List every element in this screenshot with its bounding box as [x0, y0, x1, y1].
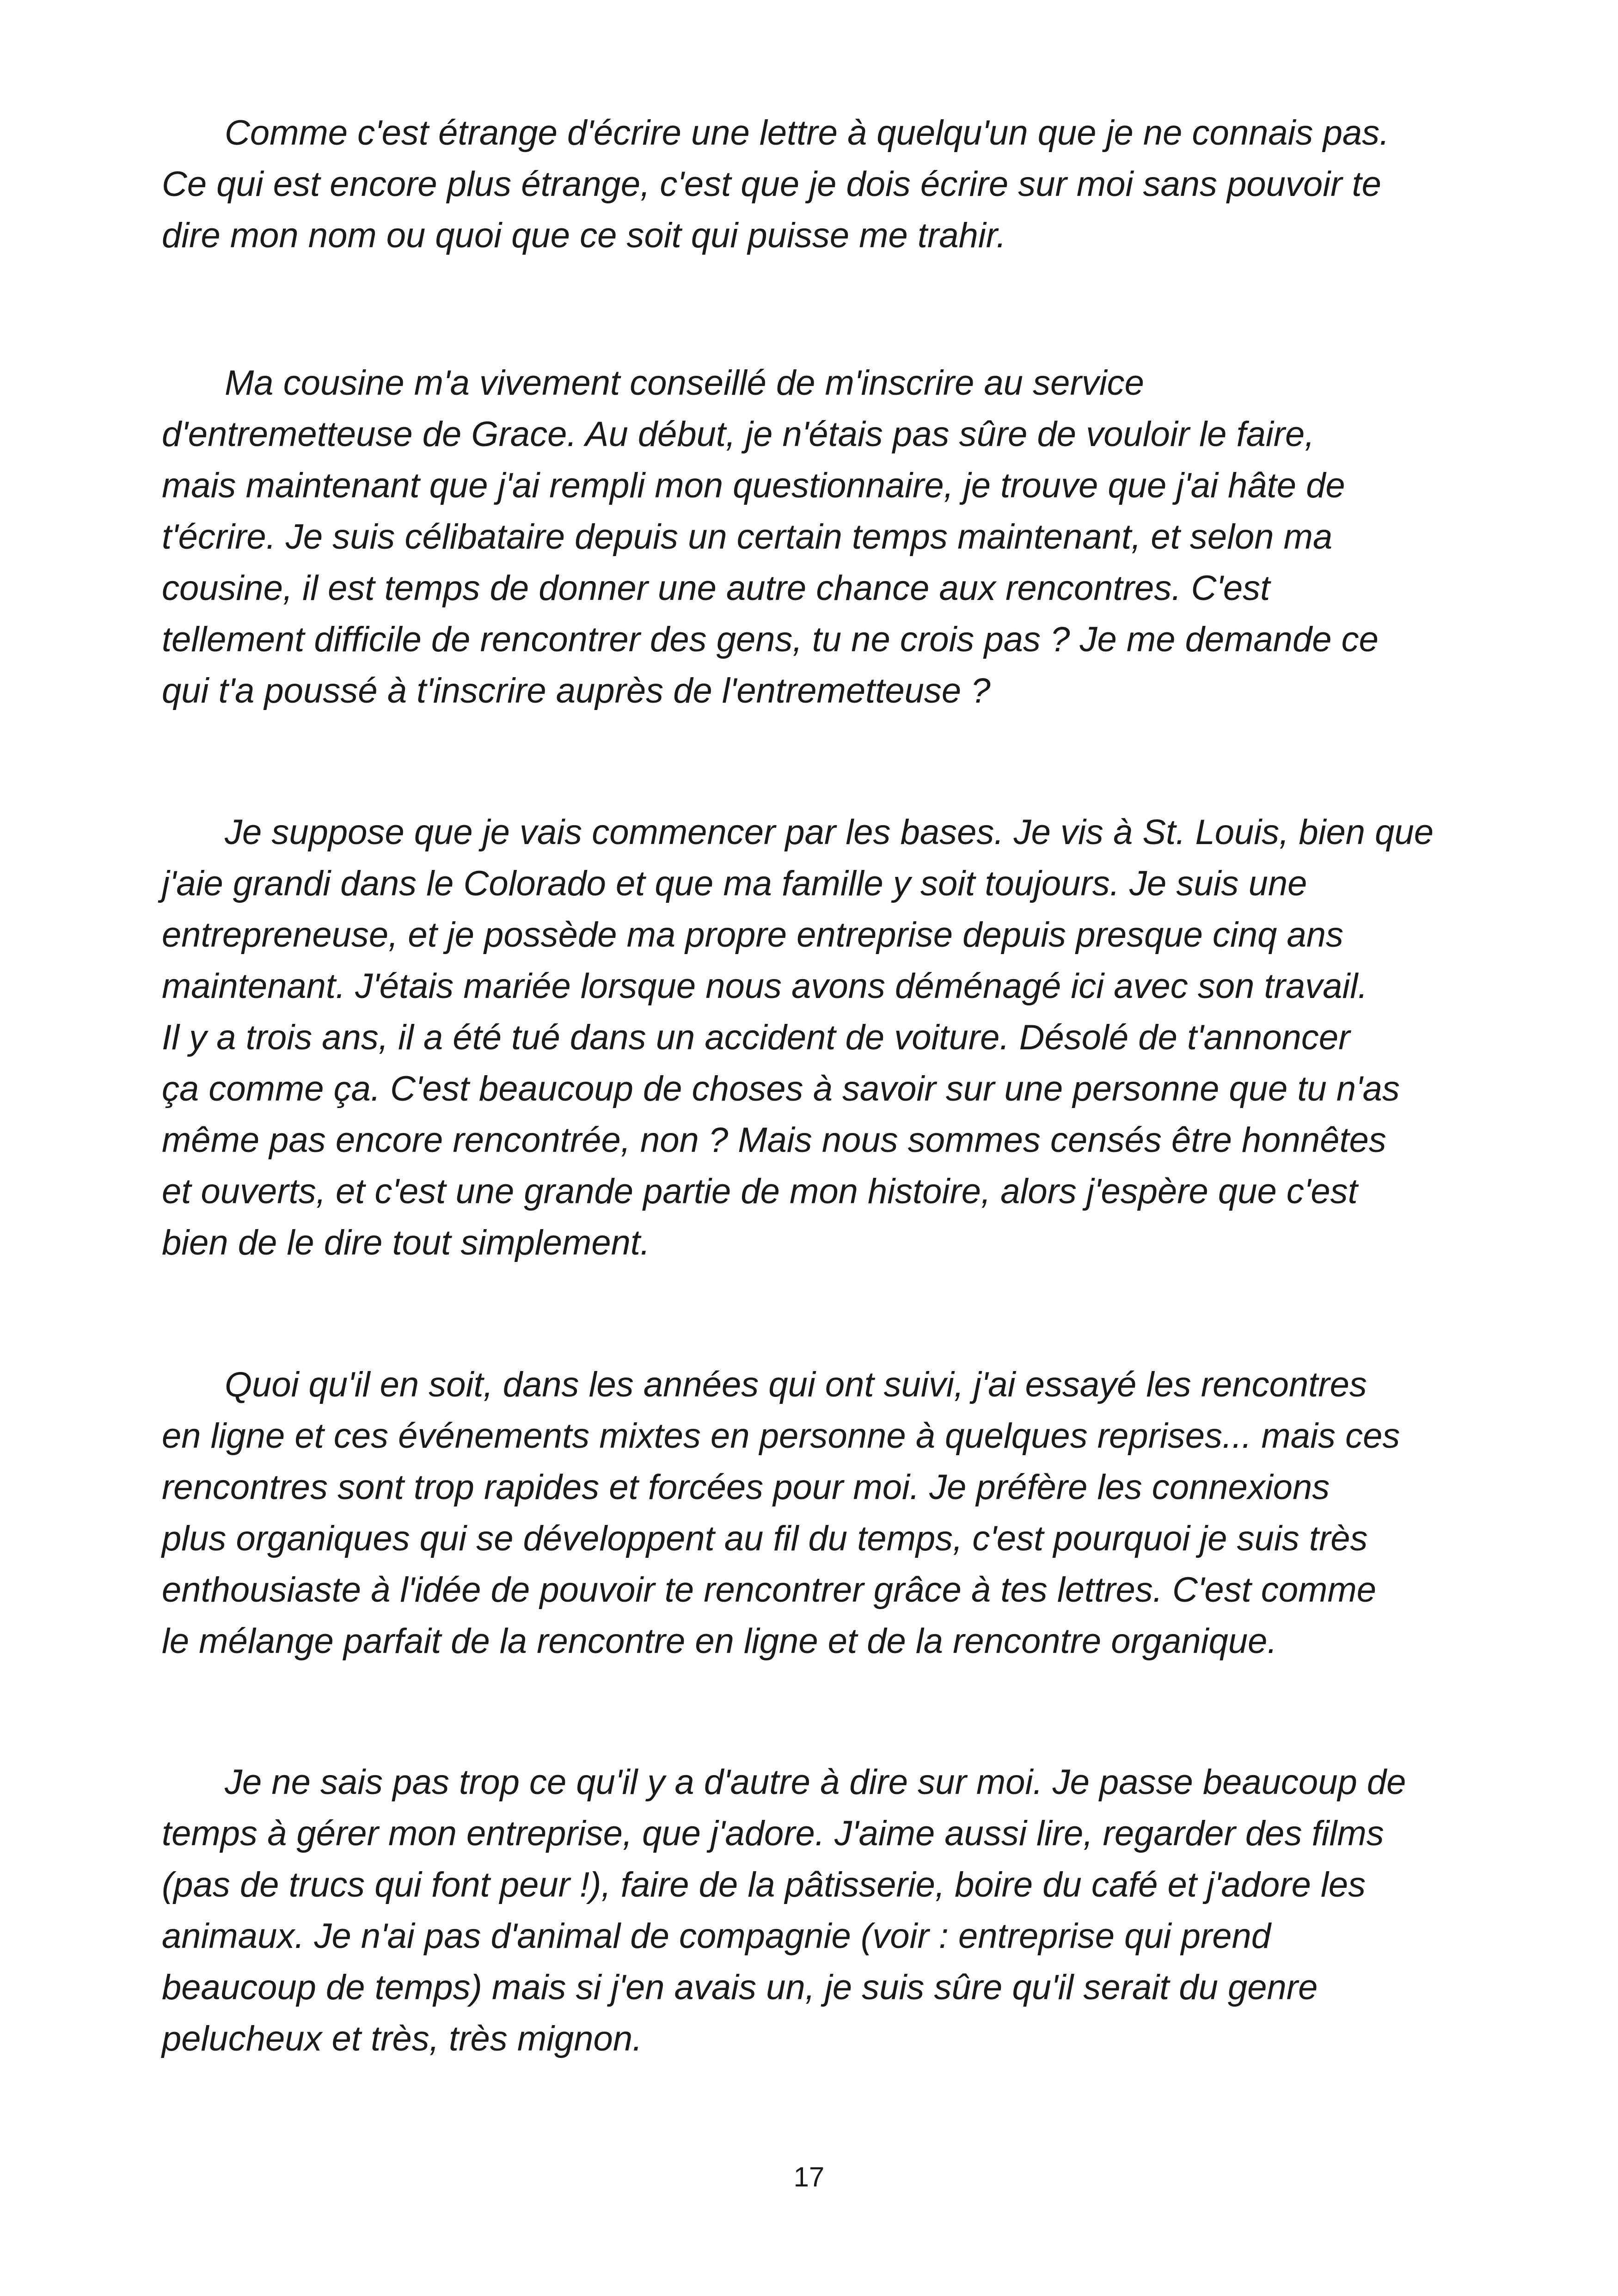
text-line: pelucheux et très, très mignon. [162, 2019, 643, 2058]
text-line: plus organiques qui se développent au fil du temps, c'est pourquoi je suis très [162, 1519, 1368, 1558]
text-line: bien de le dire tout simplement. [162, 1223, 650, 1262]
page-number: 17 [793, 2161, 825, 2192]
text-line: Comme c'est étrange d'écrire une lettre à quelqu'un que je ne connais pas. [225, 113, 1390, 153]
text-line: t'écrire. Je suis célibataire depuis un certain temps maintenant, et selon ma [162, 517, 1333, 557]
text-line: rencontres sont trop rapides et forcées pour moi. Je préfère les connexions [162, 1468, 1330, 1507]
text-line: Il y a trois ans, il a été tué dans un accident de voiture. Désolé de t'annoncer [162, 1018, 1350, 1057]
text-line: Ma cousine m'a vivement conseillé de m'inscrire au service [225, 363, 1144, 403]
text-line: Je suppose que je vais commencer par les bases. Je vis à St. Louis, bien que [225, 813, 1434, 852]
text-line: entrepreneuse, et je possède ma propre entreprise depuis presque cinq ans [162, 915, 1344, 955]
paragraph [162, 107, 1498, 261]
text-line: qui t'a poussé à t'inscrire auprès de l'entremetteuse ? [162, 671, 991, 710]
text-line: d'entremetteuse de Grace. Au début, je n'étais pas sûre de vouloir le faire, [162, 415, 1315, 454]
text-line: Je ne sais pas trop ce qu'il y a d'autre à dire sur moi. Je passe beaucoup de [225, 1763, 1406, 1802]
text-line: dire mon nom ou quoi que ce soit qui puisse me trahir. [162, 216, 1006, 255]
paragraph [162, 1757, 1498, 2064]
text-line: en ligne et ces événements mixtes en personne à quelques reprises... mais ces [162, 1416, 1400, 1456]
text-line: cousine, il est temps de donner une autre chance aux rencontres. C'est [162, 569, 1270, 608]
text-line: maintenant. J'étais mariée lorsque nous avons déménagé ici avec son travail. [162, 967, 1368, 1006]
text-line: temps à gérer mon entreprise, que j'adore. J'aime aussi lire, regarder des films [162, 1814, 1384, 1853]
text-line: animaux. Je n'ai pas d'animal de compagnie (voir : entreprise qui prend [162, 1916, 1271, 1956]
paragraph [162, 357, 1498, 716]
text-line: Quoi qu'il en soit, dans les années qui ont suivi, j'ai essayé les rencontres [225, 1365, 1367, 1404]
text-line: (pas de trucs qui font peur !), faire de la pâtisserie, boire du café et j'adore les [162, 1865, 1366, 1904]
text-line: et ouverts, et c'est une grande partie de mon histoire, alors j'espère que c'est [162, 1172, 1358, 1211]
text-line: j'aie grandi dans le Colorado et que ma famille y soit toujours. Je suis une [162, 864, 1307, 903]
text-line: même pas encore rencontrée, non ? Mais nous sommes censés être honnêtes [162, 1120, 1386, 1160]
paragraph [162, 1359, 1498, 1667]
text-line: enthousiaste à l'idée de pouvoir te rencontrer grâce à tes lettres. C'est comme [162, 1570, 1377, 1610]
text-line: Ce qui est encore plus étrange, c'est que je dois écrire sur moi sans pouvoir te [162, 165, 1381, 204]
text-line: ça comme ça. C'est beaucoup de choses à savoir sur une personne que tu n'as [162, 1069, 1400, 1108]
text-line: mais maintenant que j'ai rempli mon questionnaire, je trouve que j'ai hâte de [162, 466, 1345, 505]
text-line: beaucoup de temps) mais si j'en avais un, je suis sûre qu'il serait du genre [162, 1968, 1318, 2007]
paragraph [162, 807, 1498, 1268]
text-line: le mélange parfait de la rencontre en ligne et de la rencontre organique. [162, 1622, 1277, 1661]
text-line: tellement difficile de rencontrer des gens, tu ne crois pas ? Je me demande ce [162, 620, 1379, 659]
